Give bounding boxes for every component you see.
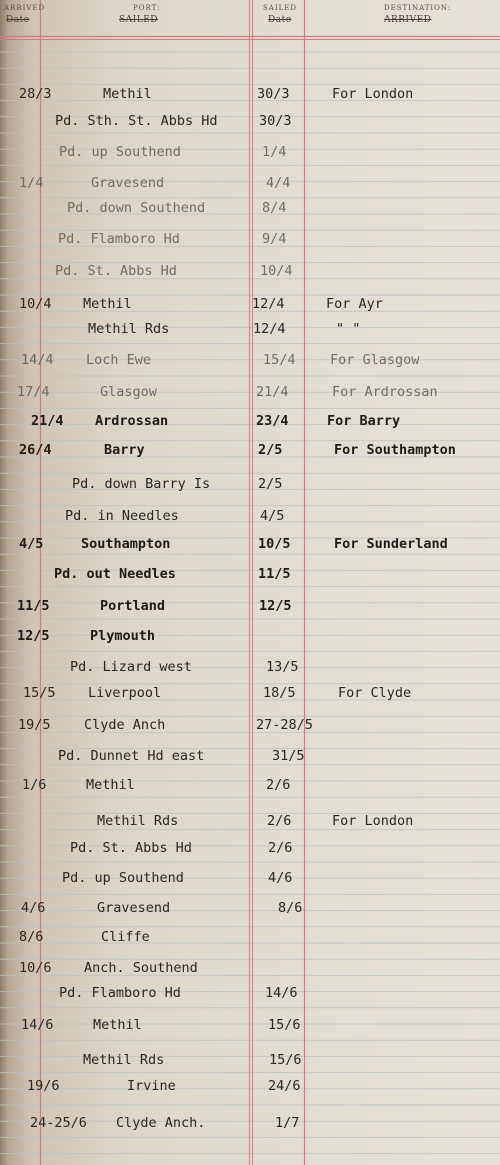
sailed-date: 9/4 [262,231,287,247]
header-arrived-struck: Date [6,15,30,25]
port-name: Pd. out Needles [54,566,176,582]
sailed-date: 14/6 [265,985,298,1001]
sailed-date: 2/6 [266,777,291,793]
sailed-date: 2/5 [258,442,283,458]
sailed-date: 2/5 [258,476,283,492]
destination: For Glasgow [330,352,420,368]
port-name: Methil Rds [97,813,179,829]
arrived-date: 17/4 [17,384,50,400]
sailed-date: 10/5 [258,536,291,552]
destination: For London [332,86,414,102]
header-sailed-struck: Date [268,15,292,25]
sailed-date: 12/5 [259,598,292,614]
sailed-date: 12/4 [252,296,285,312]
sailed-date: 8/4 [262,200,287,216]
port-name: Cliffe [101,929,150,945]
port-name: Clyde Anch [84,717,166,733]
header-destination-struck: ARRIVED [384,15,432,25]
port-name: Methil [103,86,152,102]
port-name: Glasgow [100,384,157,400]
destination: For Ayr [326,296,383,312]
header-port-struck: SAILED [119,15,158,25]
destination: For Southampton [334,442,456,458]
sailed-date: 15/4 [263,352,296,368]
sailed-date: 2/6 [268,840,293,856]
port-name: Liverpool [88,685,162,701]
port-name: Loch Ewe [86,352,152,368]
destination: For Clyde [338,685,412,701]
sailed-date: 10/4 [260,263,293,279]
port-name: Methil Rds [83,1052,165,1068]
port-name: Pd. up Southend [62,870,184,886]
arrived-date: 24-25/6 [30,1115,87,1131]
port-name: Irvine [127,1078,176,1094]
port-name: Methil [83,296,132,312]
port-name: Anch. Southend [84,960,198,976]
sailed-date: 1/4 [262,144,287,160]
sailed-date: 27-28/5 [256,717,313,733]
sailed-date: 4/5 [260,508,285,524]
sailed-date: 11/5 [258,566,291,582]
arrived-date: 14/6 [21,1017,54,1033]
port-name: Barry [104,442,145,458]
sailed-date: 4/6 [268,870,293,886]
sailed-date: 15/6 [269,1052,302,1068]
arrived-date: 10/6 [19,960,52,976]
port-name: Pd. Lizard west [70,659,192,675]
sailed-date: 13/5 [266,659,299,675]
port-name: Pd. Dunnet Hd east [58,748,205,764]
arrived-date: 10/4 [19,296,52,312]
destination: For London [332,813,414,829]
arrived-date: 4/5 [19,536,44,552]
sailed-date: 12/4 [253,321,286,337]
arrived-date: 1/6 [22,777,47,793]
port-name: Clyde Anch. [116,1115,206,1131]
arrived-date: 28/3 [19,86,52,102]
sailed-date: 23/4 [256,413,289,429]
sailed-date: 30/3 [257,86,290,102]
arrived-date: 4/6 [21,900,46,916]
sailed-date: 4/4 [266,175,291,191]
arrived-date: 19/6 [27,1078,60,1094]
arrived-date: 15/5 [23,685,56,701]
arrived-date: 8/6 [19,929,44,945]
sailed-date: 15/6 [268,1017,301,1033]
port-name: Pd. St. Abbs Hd [55,263,177,279]
sailed-date: 24/6 [268,1078,301,1094]
arrived-date: 11/5 [17,598,50,614]
port-name: Pd. down Southend [67,200,206,216]
arrived-date: 14/4 [21,352,54,368]
arrived-date: 21/4 [31,413,64,429]
sailed-date: 2/6 [267,813,292,829]
port-name: Gravesend [91,175,165,191]
arrived-date: 1/4 [19,175,44,191]
port-name: Southampton [81,536,171,552]
sailed-date: 1/7 [275,1115,300,1131]
port-name: Pd. down Barry Is [72,476,211,492]
destination: For Barry [327,413,401,429]
sailed-date: 18/5 [263,685,296,701]
destination: " " [336,321,361,337]
port-name: Plymouth [90,628,156,644]
port-name: Pd. up Southend [59,144,181,160]
sailed-date: 8/6 [278,900,303,916]
port-name: Pd. Sth. St. Abbs Hd [55,113,218,129]
arrived-date: 26/4 [19,442,52,458]
destination: For Sunderland [334,536,448,552]
port-name: Methil [86,777,135,793]
header-port: PORT: [133,4,161,12]
header-destination: DESTINATION: [384,4,452,12]
port-name: Pd. in Needles [65,508,179,524]
port-name: Pd. St. Abbs Hd [70,840,192,856]
port-name: Pd. Flamboro Hd [59,985,181,1001]
port-name: Methil [93,1017,142,1033]
port-name: Pd. Flamboro Hd [58,231,180,247]
header-arrived: ARRIVED [4,4,46,12]
sailed-date: 31/5 [272,748,305,764]
sailed-date: 30/3 [259,113,292,129]
destination: For Ardrossan [332,384,438,400]
port-name: Ardrossan [95,413,169,429]
port-name: Portland [100,598,166,614]
sailed-date: 21/4 [256,384,289,400]
arrived-date: 19/5 [18,717,51,733]
port-name: Methil Rds [88,321,170,337]
header-sailed: SAILED [263,4,297,12]
arrived-date: 12/5 [17,628,50,644]
port-name: Gravesend [97,900,171,916]
